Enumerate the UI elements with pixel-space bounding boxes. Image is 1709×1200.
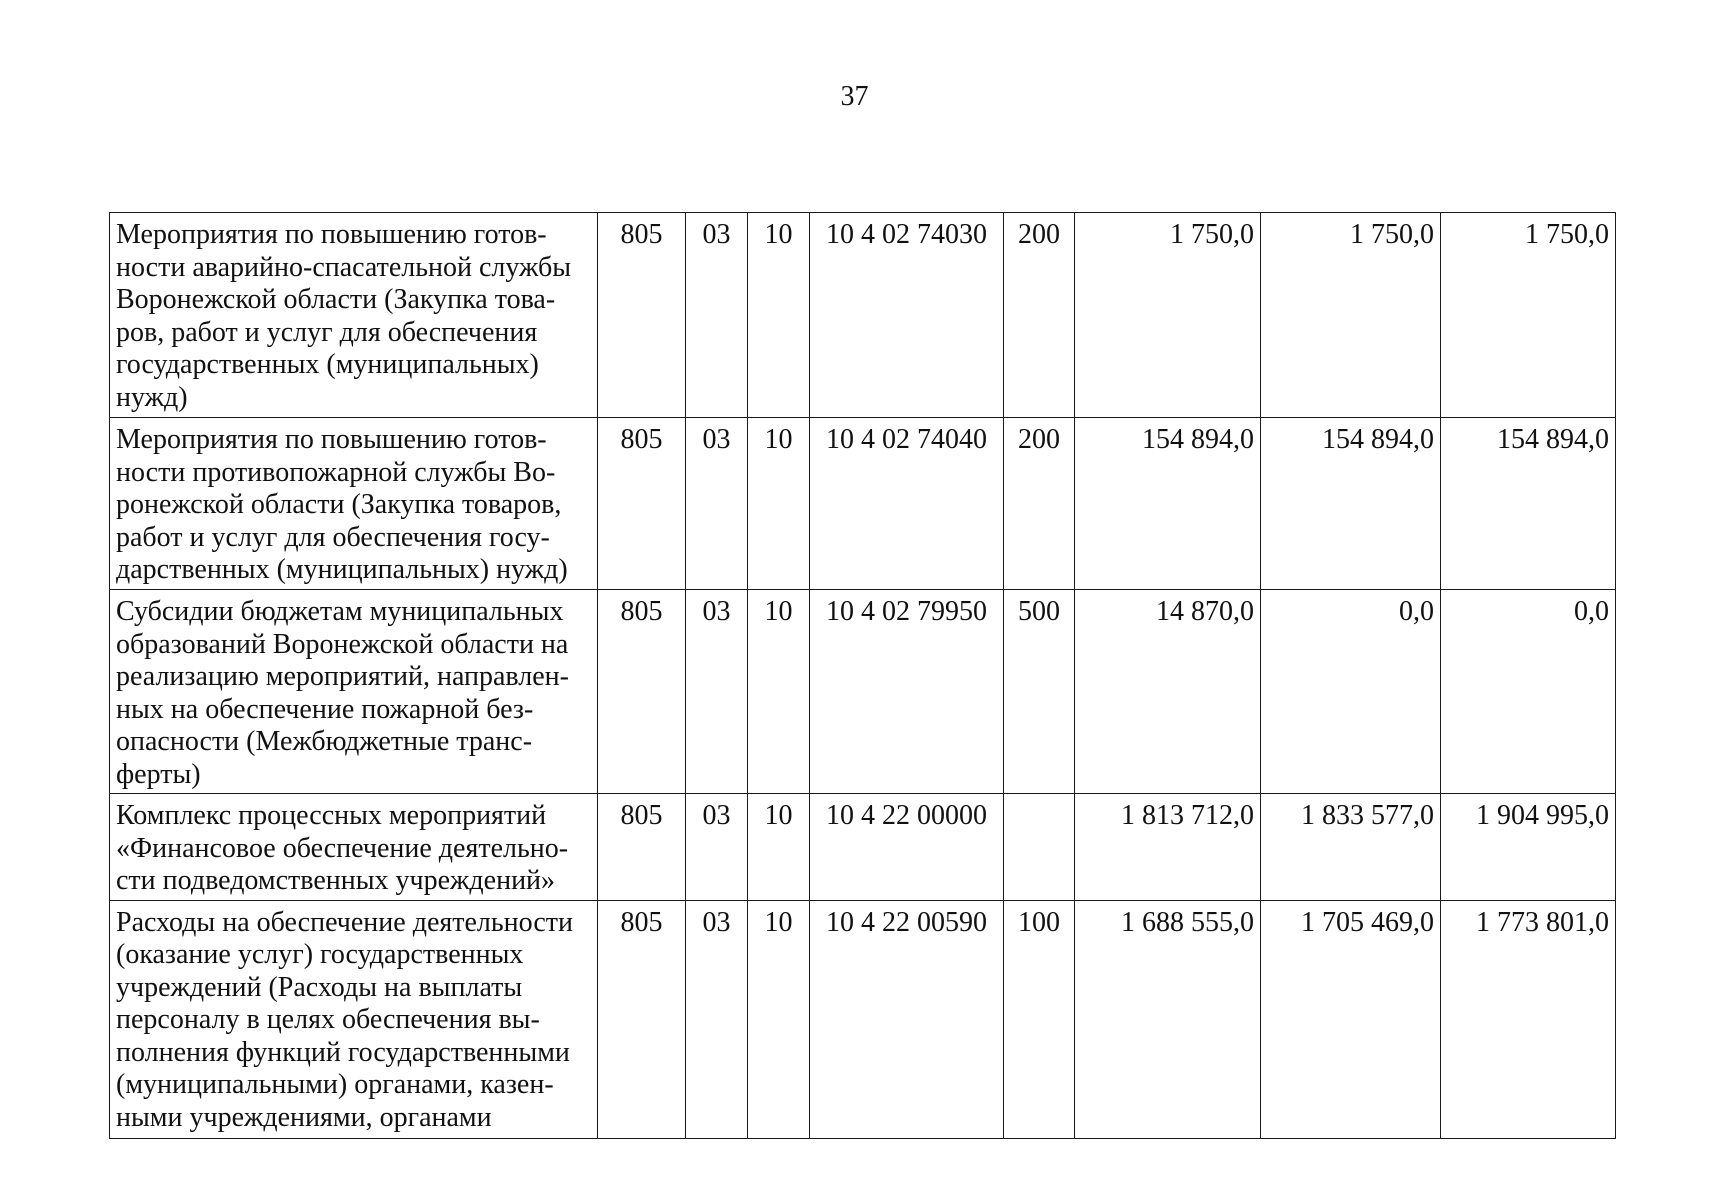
subsection-code-cell: 10 [748, 590, 810, 794]
amount-2-cell: 1 705 469,0 [1261, 900, 1441, 1138]
table-body [110, 213, 1616, 1139]
amount-1-cell: 1 688 555,0 [1075, 900, 1261, 1138]
amount-3-cell: 1 750,0 [1441, 213, 1616, 418]
amount-2-cell: 1 833 577,0 [1261, 794, 1441, 901]
table-row [110, 794, 1616, 901]
amount-3-cell: 1 773 801,0 [1441, 900, 1616, 1138]
amount-3-cell: 0,0 [1441, 590, 1616, 794]
ministry-code-cell: 805 [598, 590, 686, 794]
expense-type-cell: 500 [1004, 590, 1075, 794]
subsection-code-cell: 10 [748, 900, 810, 1138]
ministry-code-cell: 805 [598, 213, 686, 418]
expense-type-cell [1004, 794, 1075, 901]
row-name-cell: Комплекс процессных мероприятий «Финансовое обеспечение деятельно- сти подведомственных учреждений» [110, 794, 598, 901]
table-row [110, 590, 1616, 794]
amount-1-cell: 14 870,0 [1075, 590, 1261, 794]
row-name-cell: Мероприятия по повышению готов- ности противопожарной службы Во- ронежской области (Закупка товаров, работ и услуг для обеспечения госу- дарственных (муниципальных) нужд) [110, 418, 598, 590]
budget-table [109, 212, 1616, 1139]
target-article-cell: 10 4 22 00000 [810, 794, 1004, 901]
amount-2-cell: 0,0 [1261, 590, 1441, 794]
expense-type-cell: 200 [1004, 213, 1075, 418]
amount-2-cell: 1 750,0 [1261, 213, 1441, 418]
subsection-code-cell: 10 [748, 418, 810, 590]
ministry-code-cell: 805 [598, 794, 686, 901]
target-article-cell: 10 4 02 74040 [810, 418, 1004, 590]
ministry-code-cell: 805 [598, 900, 686, 1138]
amount-1-cell: 1 750,0 [1075, 213, 1261, 418]
table-row [110, 900, 1616, 1138]
amount-2-cell: 154 894,0 [1261, 418, 1441, 590]
section-code-cell: 03 [686, 900, 748, 1138]
section-code-cell: 03 [686, 590, 748, 794]
row-name-cell: Мероприятия по повышению готов- ности аварийно-спасательной службы Воронежской области (Закупка това- ров, работ и услуг для обеспечения государственных (муниципальных) нужд) [110, 213, 598, 418]
subsection-code-cell: 10 [748, 794, 810, 901]
expense-type-cell: 100 [1004, 900, 1075, 1138]
page-number: 37 [840, 81, 869, 112]
amount-1-cell: 154 894,0 [1075, 418, 1261, 590]
table-row [110, 418, 1616, 590]
subsection-code-cell: 10 [748, 213, 810, 418]
section-code-cell: 03 [686, 794, 748, 901]
amount-3-cell: 154 894,0 [1441, 418, 1616, 590]
ministry-code-cell: 805 [598, 418, 686, 590]
amount-3-cell: 1 904 995,0 [1441, 794, 1616, 901]
table-row [110, 213, 1616, 418]
row-name-cell: Расходы на обеспечение деятельности (оказание услуг) государственных учреждений (Расходы на выплаты персоналу в целях обеспечения вы- полнения функций государственными (муниципальными) органами, казен- ными учреждениями, органами [110, 900, 598, 1138]
target-article-cell: 10 4 22 00590 [810, 900, 1004, 1138]
row-name-cell: Субсидии бюджетам муниципальных образований Воронежской области на реализацию мероприятий, направлен- ных на обеспечение пожарной без- опасности (Межбюджетные транс- ферты) [110, 590, 598, 794]
expense-type-cell: 200 [1004, 418, 1075, 590]
amount-1-cell: 1 813 712,0 [1075, 794, 1261, 901]
target-article-cell: 10 4 02 79950 [810, 590, 1004, 794]
section-code-cell: 03 [686, 213, 748, 418]
target-article-cell: 10 4 02 74030 [810, 213, 1004, 418]
section-code-cell: 03 [686, 418, 748, 590]
